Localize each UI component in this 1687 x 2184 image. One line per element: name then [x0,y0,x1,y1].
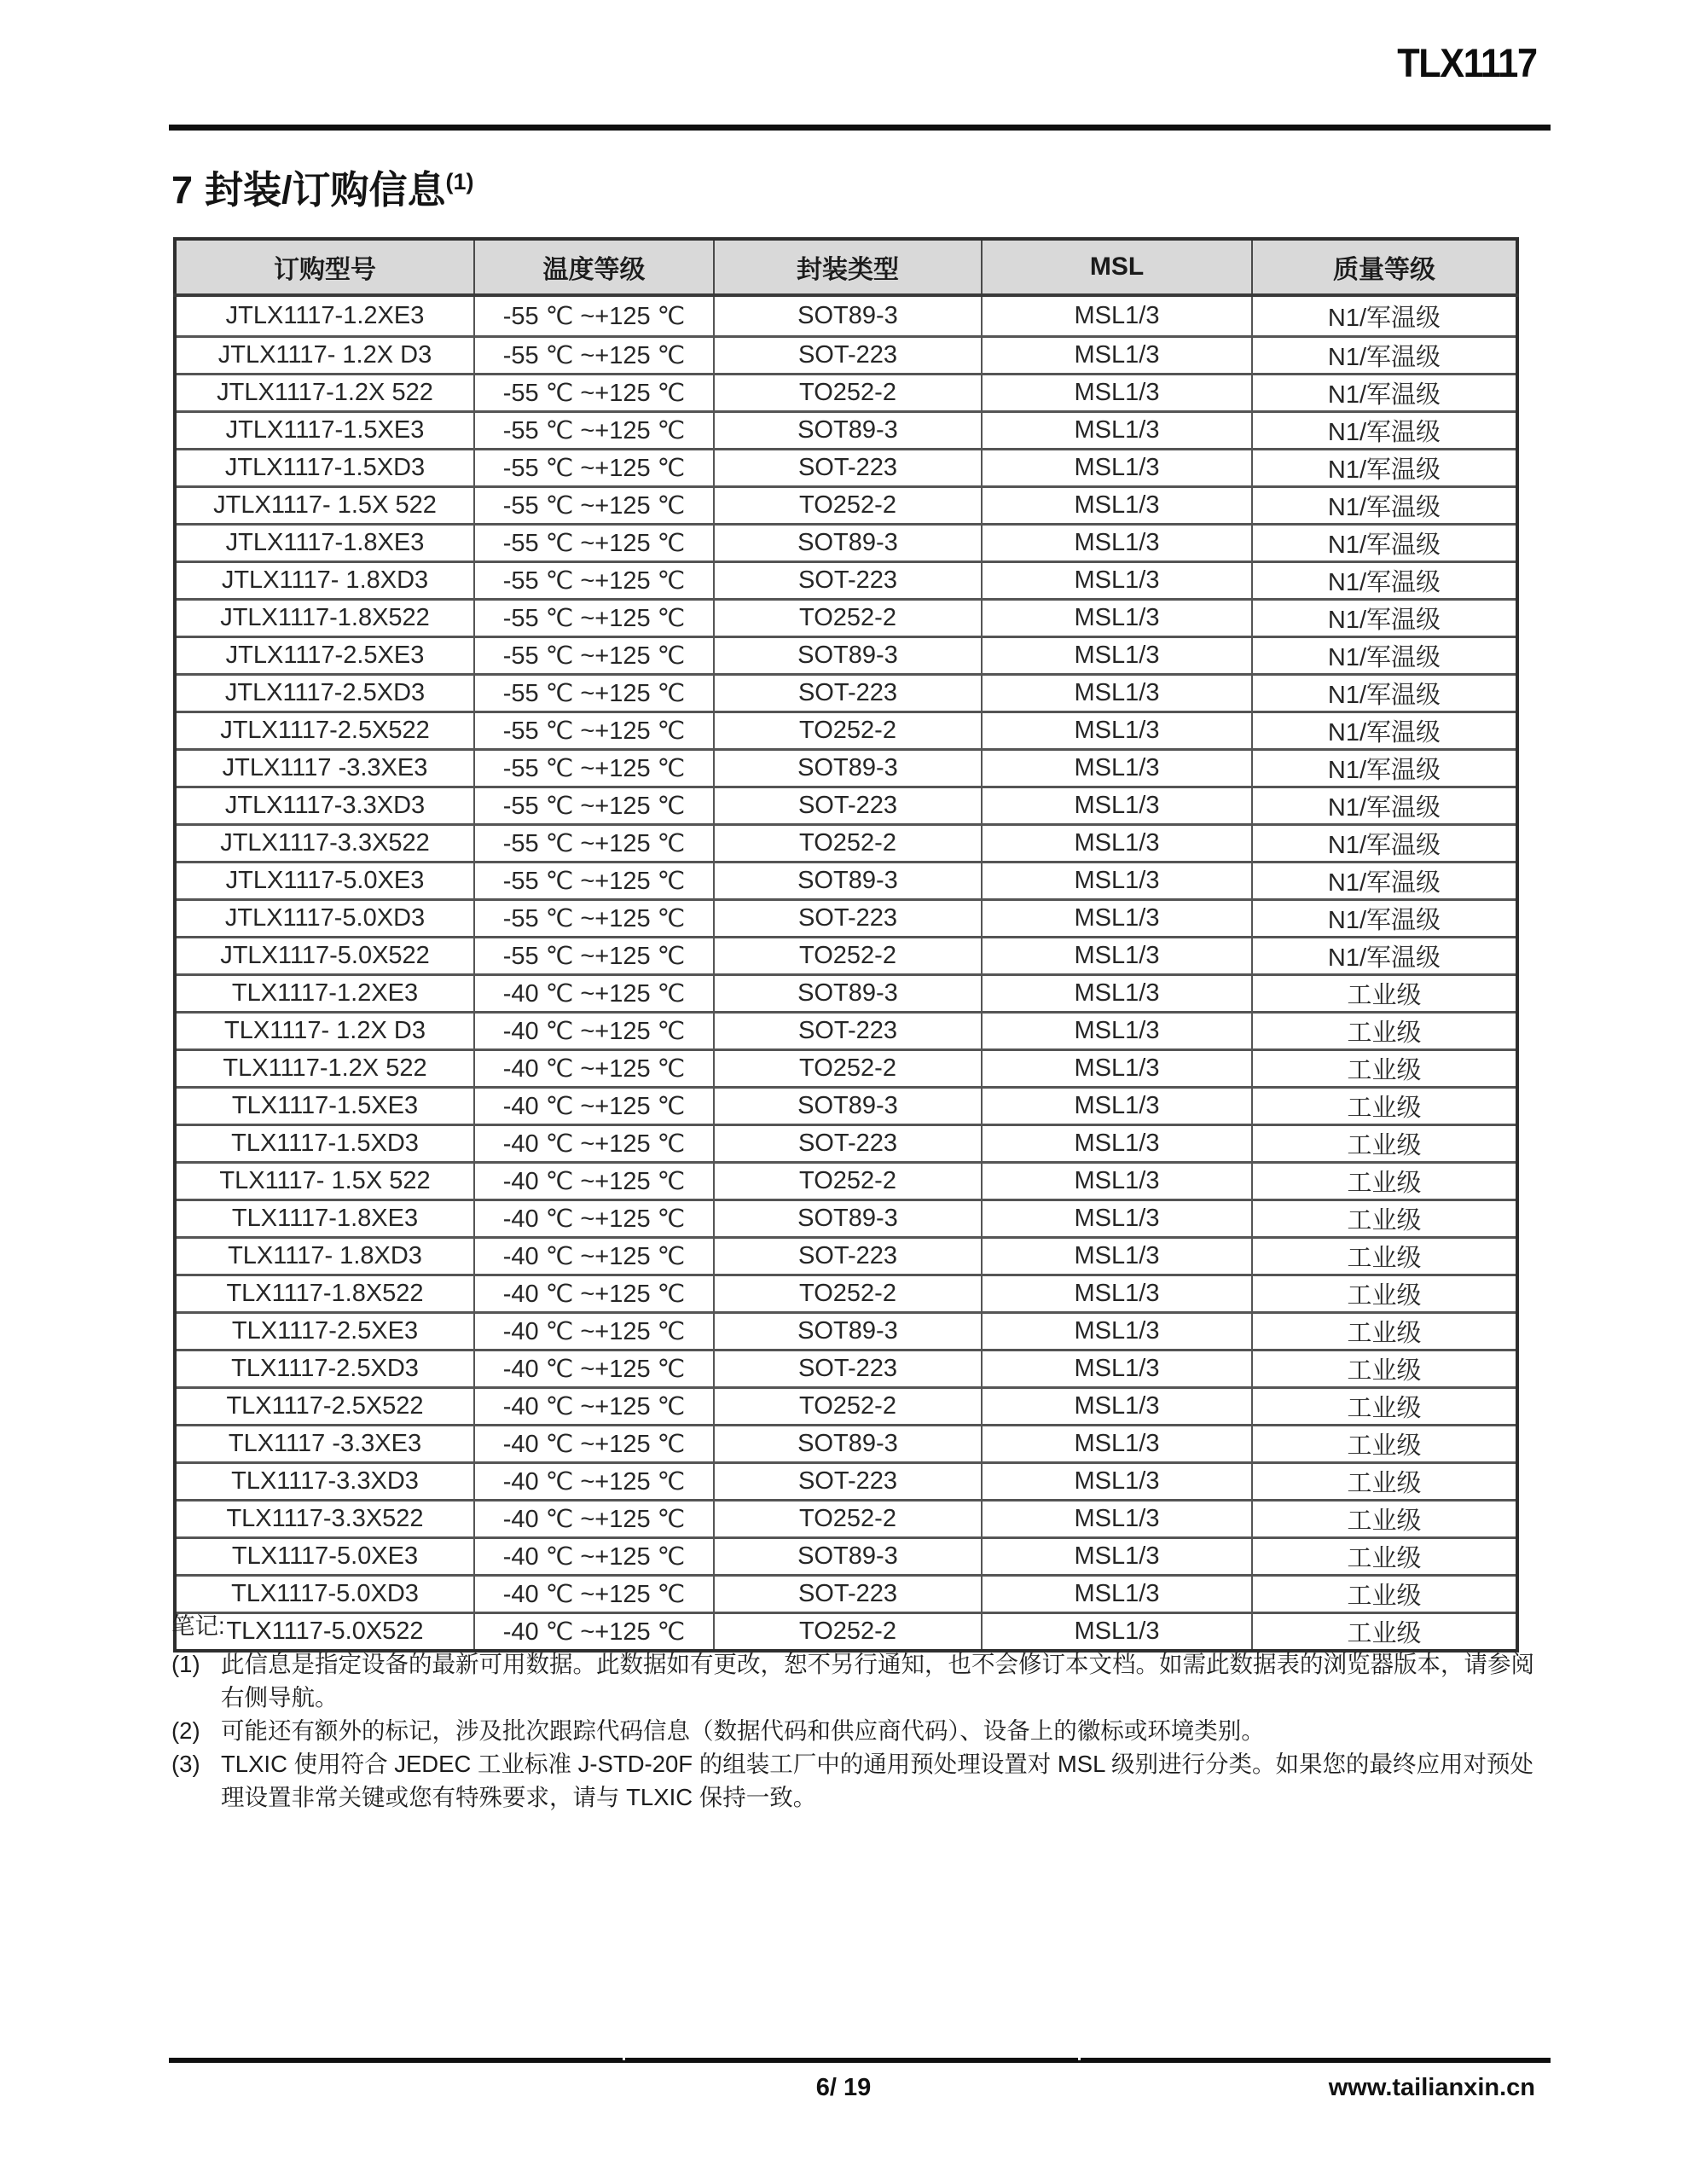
table-cell: JTLX1117-3.3XD3 [175,787,474,825]
table-row [175,1163,1517,1200]
table-cell: MSL1/3 [982,1538,1252,1576]
table-row [175,975,1517,1013]
table-cell: N1/军温级 [1252,375,1517,412]
table-cell: 工业级 [1252,1125,1517,1163]
table-cell: MSL1/3 [982,450,1252,487]
table-cell: MSL1/3 [982,675,1252,712]
table-cell: MSL1/3 [982,1350,1252,1388]
table-cell: 工业级 [1252,1275,1517,1313]
table-cell: 工业级 [1252,1050,1517,1088]
table-row [175,525,1517,562]
table-cell: MSL1/3 [982,1088,1252,1125]
table-cell: TLX1117-1.5XD3 [175,1125,474,1163]
table-cell: 工业级 [1252,1576,1517,1613]
table-cell: JTLX1117-5.0XD3 [175,900,474,938]
table-cell: MSL1/3 [982,337,1252,375]
table-cell: 工业级 [1252,1013,1517,1050]
table-row [175,1238,1517,1275]
table-cell: -40 ℃ ~+125 ℃ [474,1501,714,1538]
ordering-table [173,237,1519,1653]
table-cell: SOT89-3 [714,750,982,787]
table-cell: 工业级 [1252,1313,1517,1350]
table-cell: -55 ℃ ~+125 ℃ [474,900,714,938]
table-cell: TLX1117-5.0XE3 [175,1538,474,1576]
table-cell: -40 ℃ ~+125 ℃ [474,1125,714,1163]
table-cell: TLX1117-1.5XE3 [175,1088,474,1125]
table-cell: JTLX1117- 1.8XD3 [175,562,474,600]
table-cell: N1/军温级 [1252,487,1517,525]
table-cell: TLX1117-1.2X 522 [175,1050,474,1088]
table-cell: TO252-2 [714,1388,982,1426]
table-cell: 工业级 [1252,1088,1517,1125]
table-cell: N1/军温级 [1252,295,1517,337]
table-cell: -55 ℃ ~+125 ℃ [474,412,714,450]
table-cell: TO252-2 [714,1501,982,1538]
table-cell: JTLX1117-2.5X522 [175,712,474,750]
note-text: 可能还有额外的标记，涉及批次跟踪代码信息（数据代码和供应商代码）、设备上的徽标或环境类别。 [221,1717,1265,1744]
table-cell: 工业级 [1252,975,1517,1013]
table-cell: N1/军温级 [1252,787,1517,825]
table-cell: N1/军温级 [1252,863,1517,900]
table-cell: -55 ℃ ~+125 ℃ [474,675,714,712]
table-cell: JTLX1117-1.5XE3 [175,412,474,450]
table-cell: MSL1/3 [982,787,1252,825]
table-row [175,825,1517,863]
table-cell: 工业级 [1252,1613,1517,1652]
column-header: 质量等级 [1252,239,1517,295]
table-row [175,375,1517,412]
table-cell: 工业级 [1252,1238,1517,1275]
table-row [175,562,1517,600]
table-cell: SOT-223 [714,337,982,375]
table-cell: -55 ℃ ~+125 ℃ [474,600,714,637]
table-cell: SOT-223 [714,1576,982,1613]
table-cell: MSL1/3 [982,1200,1252,1238]
table-cell: SOT89-3 [714,1088,982,1125]
note-number: (2) [171,1717,200,1744]
table-cell: SOT-223 [714,450,982,487]
table-cell: JTLX1117-3.3X522 [175,825,474,863]
table-row [175,487,1517,525]
table-cell: -40 ℃ ~+125 ℃ [474,1576,714,1613]
table-cell: SOT89-3 [714,975,982,1013]
table-cell: -40 ℃ ~+125 ℃ [474,1163,714,1200]
table-row [175,1275,1517,1313]
table-cell: TLX1117-2.5X522 [175,1388,474,1426]
table-cell: MSL1/3 [982,1388,1252,1426]
table-cell: MSL1/3 [982,1238,1252,1275]
table-cell: TLX1117-1.8X522 [175,1275,474,1313]
table-cell: -40 ℃ ~+125 ℃ [474,1088,714,1125]
table-cell: MSL1/3 [982,637,1252,675]
table-row [175,412,1517,450]
table-cell: TO252-2 [714,1050,982,1088]
table-cell: 工业级 [1252,1538,1517,1576]
table-cell: 工业级 [1252,1350,1517,1388]
table-cell: MSL1/3 [982,412,1252,450]
footer-rule-tick [623,2058,625,2060]
table-cell: -55 ℃ ~+125 ℃ [474,712,714,750]
table-cell: TO252-2 [714,938,982,975]
table-cell: TO252-2 [714,825,982,863]
table-cell: -55 ℃ ~+125 ℃ [474,863,714,900]
table-cell: MSL1/3 [982,1275,1252,1313]
table-cell: -40 ℃ ~+125 ℃ [474,1350,714,1388]
table-cell: MSL1/3 [982,1613,1252,1652]
header-rule [169,125,1551,131]
table-cell: N1/军温级 [1252,825,1517,863]
table-cell: JTLX1117-1.2X 522 [175,375,474,412]
doc-title: TLX1117 [1397,40,1537,85]
table-cell: -55 ℃ ~+125 ℃ [474,450,714,487]
table-row [175,1388,1517,1426]
table-cell: MSL1/3 [982,1013,1252,1050]
table-row [175,712,1517,750]
table-cell: -40 ℃ ~+125 ℃ [474,1200,714,1238]
table-cell: TLX1117- 1.5X 522 [175,1163,474,1200]
table-row [175,1426,1517,1463]
table-row [175,295,1517,337]
table-cell: SOT-223 [714,787,982,825]
table-row [175,600,1517,637]
table-cell: -55 ℃ ~+125 ℃ [474,938,714,975]
section-title-text: 封装/订购信息 [205,168,446,212]
table-row [175,1501,1517,1538]
note-item [171,1714,1546,1747]
table-cell: JTLX1117-2.5XE3 [175,637,474,675]
table-cell: -55 ℃ ~+125 ℃ [474,375,714,412]
table-cell: -40 ℃ ~+125 ℃ [474,975,714,1013]
table-cell: SOT-223 [714,1463,982,1501]
table-row [175,637,1517,675]
table-cell: -40 ℃ ~+125 ℃ [474,1426,714,1463]
table-cell: N1/军温级 [1252,750,1517,787]
table-cell: -55 ℃ ~+125 ℃ [474,825,714,863]
table-cell: JTLX1117-1.8XE3 [175,525,474,562]
table-cell: SOT-223 [714,562,982,600]
table-cell: MSL1/3 [982,750,1252,787]
table-cell: -55 ℃ ~+125 ℃ [474,750,714,787]
table-cell: JTLX1117- 1.2X D3 [175,337,474,375]
table-cell: -55 ℃ ~+125 ℃ [474,295,714,337]
table-row [175,1463,1517,1501]
column-header: MSL [982,239,1252,295]
notes-label: 笔记: [171,1612,225,1639]
table-row [175,675,1517,712]
table-cell: SOT89-3 [714,295,982,337]
table-cell: TLX1117-5.0X522 [175,1613,474,1652]
table-cell: SOT-223 [714,1013,982,1050]
note-number: (3) [171,1751,200,1777]
table-cell: N1/军温级 [1252,412,1517,450]
table-cell: SOT-223 [714,1350,982,1388]
table-cell: SOT-223 [714,675,982,712]
table-cell: MSL1/3 [982,562,1252,600]
table-cell: N1/军温级 [1252,600,1517,637]
column-header: 订购型号 [175,239,474,295]
table-row [175,900,1517,938]
note-text: TLXIC 使用符合 JEDEC 工业标准 J-STD-20F 的组装工厂中的通用预处理设置对 MSL 级别进行分类。如果您的最终应用对预处理设置非常关键或您有特殊要求，请与 TLXIC 保持一致。 [221,1751,1534,1810]
table-cell: -40 ℃ ~+125 ℃ [474,1275,714,1313]
table-cell: TLX1117- 1.2X D3 [175,1013,474,1050]
table-cell: JTLX1117-5.0X522 [175,938,474,975]
table-cell: N1/军温级 [1252,562,1517,600]
table-cell: TLX1117-1.2XE3 [175,975,474,1013]
table-cell: MSL1/3 [982,1050,1252,1088]
table-cell: MSL1/3 [982,938,1252,975]
table-cell: N1/军温级 [1252,525,1517,562]
table-cell: JTLX1117-2.5XD3 [175,675,474,712]
notes-list [171,1647,1546,1814]
table-cell: JTLX1117-5.0XE3 [175,863,474,900]
table-cell: JTLX1117 -3.3XE3 [175,750,474,787]
table-cell: -40 ℃ ~+125 ℃ [474,1238,714,1275]
order-table-body [175,295,1517,1651]
note-text: 此信息是指定设备的最新可用数据。此数据如有更改，恕不另行通知，也不会修订本文档。如需此数据表的浏览器版本，请参阅右侧导航。 [221,1651,1534,1711]
table-cell: -55 ℃ ~+125 ℃ [474,637,714,675]
table-cell: N1/军温级 [1252,637,1517,675]
table-cell: -40 ℃ ~+125 ℃ [474,1538,714,1576]
table-cell: -40 ℃ ~+125 ℃ [474,1388,714,1426]
table-cell: SOT-223 [714,1238,982,1275]
table-cell: -40 ℃ ~+125 ℃ [474,1050,714,1088]
table-cell: SOT89-3 [714,525,982,562]
table-row [175,1576,1517,1613]
table-cell: SOT89-3 [714,1200,982,1238]
table-header-row [175,239,1517,295]
table-cell: N1/军温级 [1252,450,1517,487]
table-cell: TO252-2 [714,1275,982,1313]
table-row [175,450,1517,487]
table-row [175,1350,1517,1388]
table-cell: N1/军温级 [1252,675,1517,712]
table-cell: MSL1/3 [982,900,1252,938]
column-header: 封装类型 [714,239,982,295]
table-cell: -55 ℃ ~+125 ℃ [474,787,714,825]
section-heading [171,159,474,214]
table-cell: 工业级 [1252,1463,1517,1501]
note-number: (1) [171,1651,200,1677]
table-cell: SOT89-3 [714,1426,982,1463]
table-cell: JTLX1117-1.2XE3 [175,295,474,337]
table-cell: SOT89-3 [714,863,982,900]
footer-rule-tick [1078,2058,1081,2060]
table-cell: -40 ℃ ~+125 ℃ [474,1013,714,1050]
table-cell: N1/军温级 [1252,938,1517,975]
table-cell: N1/军温级 [1252,712,1517,750]
table-cell: TLX1117-3.3XD3 [175,1463,474,1501]
note-item [171,1647,1546,1714]
table-cell: 工业级 [1252,1426,1517,1463]
page-number: 6/ 19 [815,2074,872,2101]
table-row [175,863,1517,900]
table-cell: MSL1/3 [982,825,1252,863]
table-cell: MSL1/3 [982,600,1252,637]
table-row [175,750,1517,787]
table-cell: MSL1/3 [982,712,1252,750]
table-cell: N1/军温级 [1252,337,1517,375]
table-cell: 工业级 [1252,1388,1517,1426]
table-cell: MSL1/3 [982,525,1252,562]
table-cell: 工业级 [1252,1163,1517,1200]
table-cell: TLX1117 -3.3XE3 [175,1426,474,1463]
table-cell: TO252-2 [714,1613,982,1652]
table-cell: TO252-2 [714,600,982,637]
table-cell: TLX1117-3.3X522 [175,1501,474,1538]
table-cell: TLX1117-2.5XE3 [175,1313,474,1350]
table-cell: TLX1117-5.0XD3 [175,1576,474,1613]
table-cell: SOT89-3 [714,1313,982,1350]
table-cell: -55 ℃ ~+125 ℃ [474,525,714,562]
table-row [175,337,1517,375]
table-cell: MSL1/3 [982,1426,1252,1463]
table-row [175,1050,1517,1088]
table-cell: MSL1/3 [982,863,1252,900]
table-row [175,1200,1517,1238]
table-cell: SOT89-3 [714,412,982,450]
table-cell: N1/军温级 [1252,900,1517,938]
section-note-ref: (1) [445,169,474,195]
website-text: www.tailianxin.cn [1328,2074,1535,2101]
section-number: 7 [171,168,194,212]
table-cell: MSL1/3 [982,487,1252,525]
table-cell: MSL1/3 [982,375,1252,412]
table-cell: JTLX1117-1.8X522 [175,600,474,637]
table-cell: -55 ℃ ~+125 ℃ [474,337,714,375]
column-header: 温度等级 [474,239,714,295]
table-cell: JTLX1117- 1.5X 522 [175,487,474,525]
table-cell: -40 ℃ ~+125 ℃ [474,1313,714,1350]
table-cell: 工业级 [1252,1501,1517,1538]
table-cell: SOT-223 [714,1125,982,1163]
notes-section [171,1609,1546,1814]
table-cell: MSL1/3 [982,1501,1252,1538]
table-cell: TO252-2 [714,712,982,750]
table-row [175,1538,1517,1576]
table-row [175,938,1517,975]
table-cell: TO252-2 [714,487,982,525]
table-cell: JTLX1117-1.5XD3 [175,450,474,487]
table-row [175,787,1517,825]
table-row [175,1013,1517,1050]
table-row [175,1313,1517,1350]
table-cell: SOT89-3 [714,1538,982,1576]
table-row [175,1125,1517,1163]
table-cell: TO252-2 [714,1163,982,1200]
table-cell: -55 ℃ ~+125 ℃ [474,487,714,525]
table-cell: TLX1117-1.8XE3 [175,1200,474,1238]
table-cell: SOT89-3 [714,637,982,675]
table-cell: MSL1/3 [982,1125,1252,1163]
table-cell: TLX1117- 1.8XD3 [175,1238,474,1275]
table-row [175,1088,1517,1125]
table-cell: MSL1/3 [982,1163,1252,1200]
table-cell: -40 ℃ ~+125 ℃ [474,1463,714,1501]
table-cell: MSL1/3 [982,975,1252,1013]
table-cell: TLX1117-2.5XD3 [175,1350,474,1388]
table-cell: -40 ℃ ~+125 ℃ [474,1613,714,1652]
table-cell: -55 ℃ ~+125 ℃ [474,562,714,600]
footer-rule [169,2058,1551,2063]
table-cell: MSL1/3 [982,1576,1252,1613]
table-cell: MSL1/3 [982,295,1252,337]
table-cell: 工业级 [1252,1200,1517,1238]
table-cell: MSL1/3 [982,1463,1252,1501]
note-item [171,1747,1546,1814]
table-cell: SOT-223 [714,900,982,938]
table-cell: MSL1/3 [982,1313,1252,1350]
table-cell: TO252-2 [714,375,982,412]
